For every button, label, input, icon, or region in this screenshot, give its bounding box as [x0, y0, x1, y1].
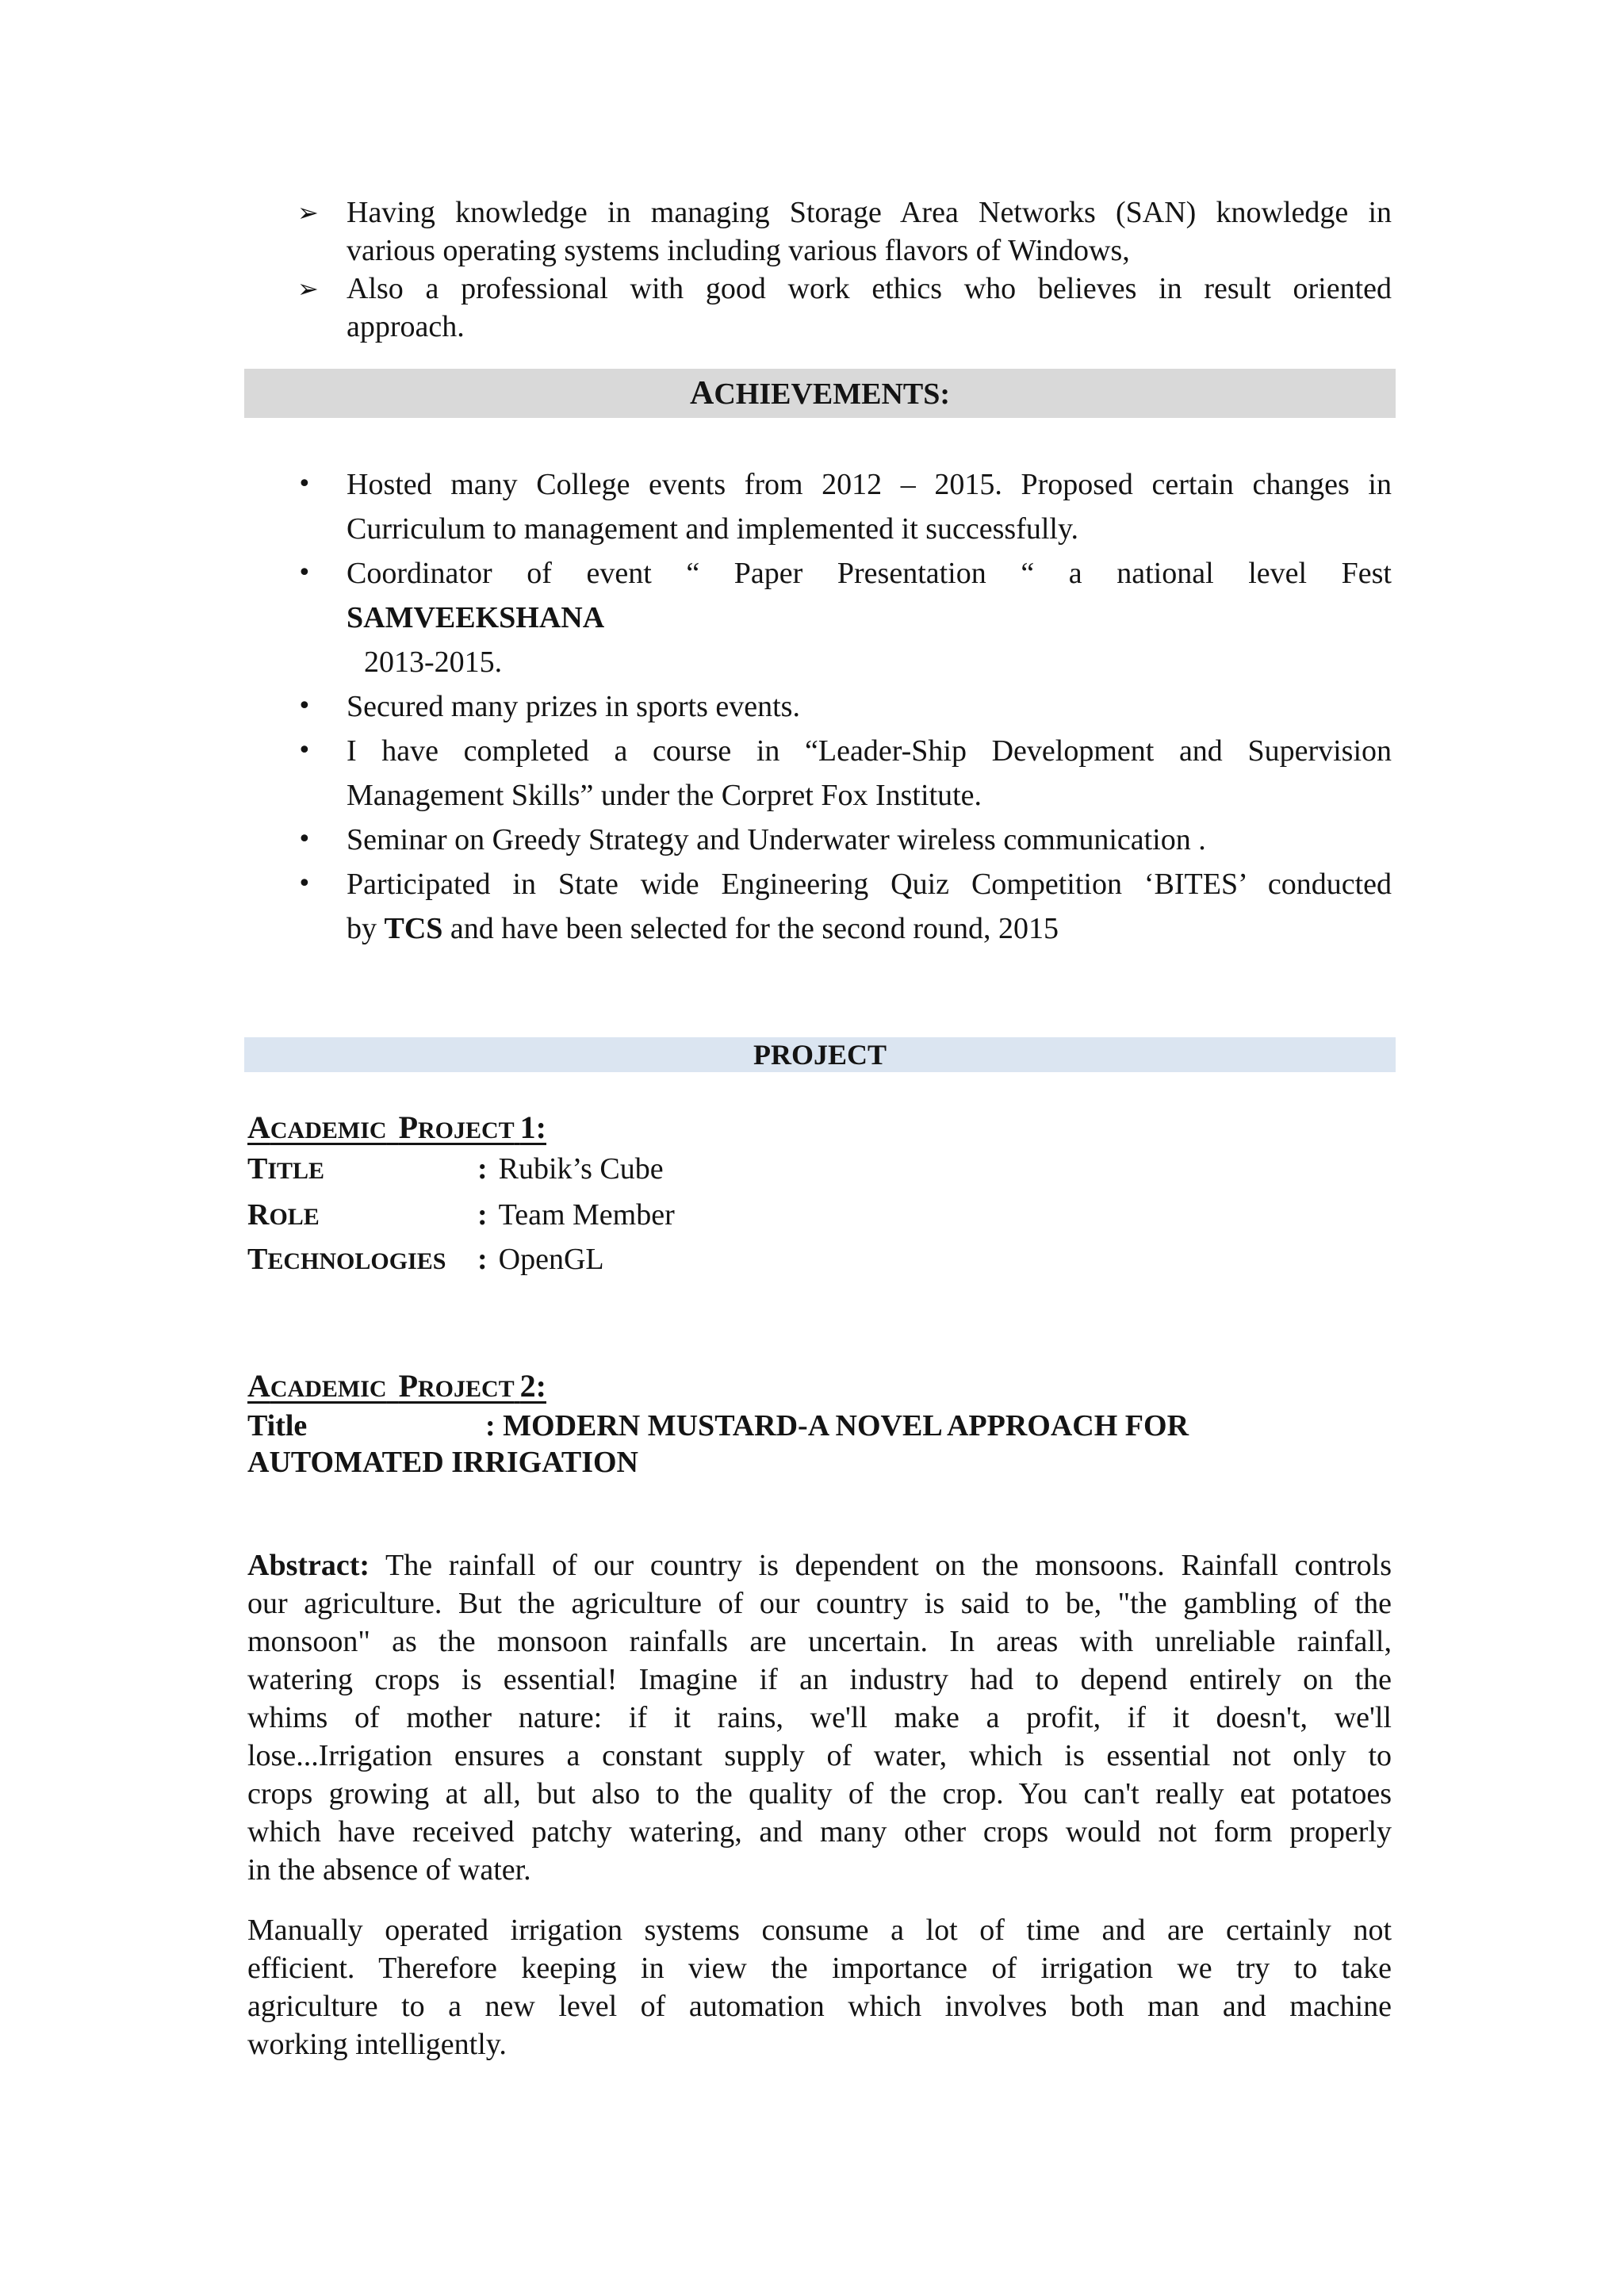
- arrow-bullet-icon: ➢: [297, 274, 319, 304]
- academic-project-1-heading: ACADEMIC PROJECT 1:: [247, 1109, 546, 1145]
- list-item: • Hosted many College events from 2012 – 2015. Proposed certain changes in Curriculum to management and implemented it successfully.: [297, 462, 1392, 551]
- achievements-heading: ACHIEVEMENTS:: [244, 369, 1396, 418]
- abstract-paragraph: Abstract: The rainfall of our country is dependent on the monsoons. Rainfall controls our agriculture. But the agriculture of our country is said to be, "the gambling of the monsoon" as the monsoon rainfalls are uncertain. In areas with unreliable rainfall, watering crops is essential! Imagine if an industry had to depend entirely on the whims of mother nature: if it rains, we'll make a profit, if it doesn't, we'll lose...Irrigation ensures a constant supply of water, which is essential not only to crops growing at all, but also to the quality of the crop. You can't really eat potatoes which have received patchy watering, and many other crops would not form properly in the absence of water.: [247, 1549, 1392, 1887]
- list-item: • Coordinator of event “ Paper Presentation “ a national level Fest SAMVEEKSHANA 2013-2015.: [297, 551, 1392, 684]
- bullet-icon: •: [297, 870, 312, 898]
- list-item-text: Having knowledge in managing Storage Area Networks (SAN) knowledge in: [347, 196, 1392, 229]
- bullet-icon: •: [297, 692, 312, 720]
- achievements-list: [297, 462, 1392, 951]
- academic-project-2-heading: ACADEMIC PROJECT 2:: [247, 1368, 546, 1404]
- list-item-text: approach.: [347, 310, 465, 343]
- bullet-icon: •: [297, 559, 312, 587]
- arrow-bullet-icon: ➢: [297, 197, 319, 228]
- project-1-role-row: ROLE : Team Member: [247, 1198, 675, 1232]
- bullet-icon: •: [297, 470, 312, 498]
- list-item: [297, 193, 1392, 270]
- list-item: • Seminar on Greedy Strategy and Underwater wireless communication .: [297, 818, 1392, 862]
- irrigation-paragraph: Manually operated irrigation systems consume a lot of time and are certainly not efficient. Therefore keeping in view the importance of irrigation we try to take agriculture to a new level of automation which involves both man and machine working intelligently.: [247, 1914, 1392, 2061]
- bullet-icon: •: [297, 737, 312, 764]
- list-item: • Secured many prizes in sports events.: [297, 684, 1392, 729]
- project-heading: PROJECT: [244, 1037, 1396, 1072]
- intro-bullet-list: [297, 193, 1392, 346]
- list-item-text: Also a professional with good work ethics who believes in result oriented: [347, 272, 1392, 305]
- bullet-icon: •: [297, 826, 312, 853]
- list-item: • Participated in State wide Engineering Quiz Competition ‘BITES’ conducted by TCS and have been selected for the second round, 2015: [297, 862, 1392, 951]
- list-item: • I have completed a course in “Leader-Ship Development and Supervision Management Skills” under the Corpret Fox Institute.: [297, 729, 1392, 818]
- project-1-technologies-row: TECHNOLOGIES : OpenGL: [247, 1243, 604, 1276]
- list-item-text: various operating systems including various flavors of Windows,: [347, 234, 1130, 267]
- list-item: [297, 270, 1392, 346]
- project-2-title: Title : MODERN MUSTARD-A NOVEL APPROACH FOR AUTOMATED IRRIGATION: [247, 1409, 1189, 1479]
- project-1-title-row: TITLE : Rubik’s Cube: [247, 1152, 664, 1186]
